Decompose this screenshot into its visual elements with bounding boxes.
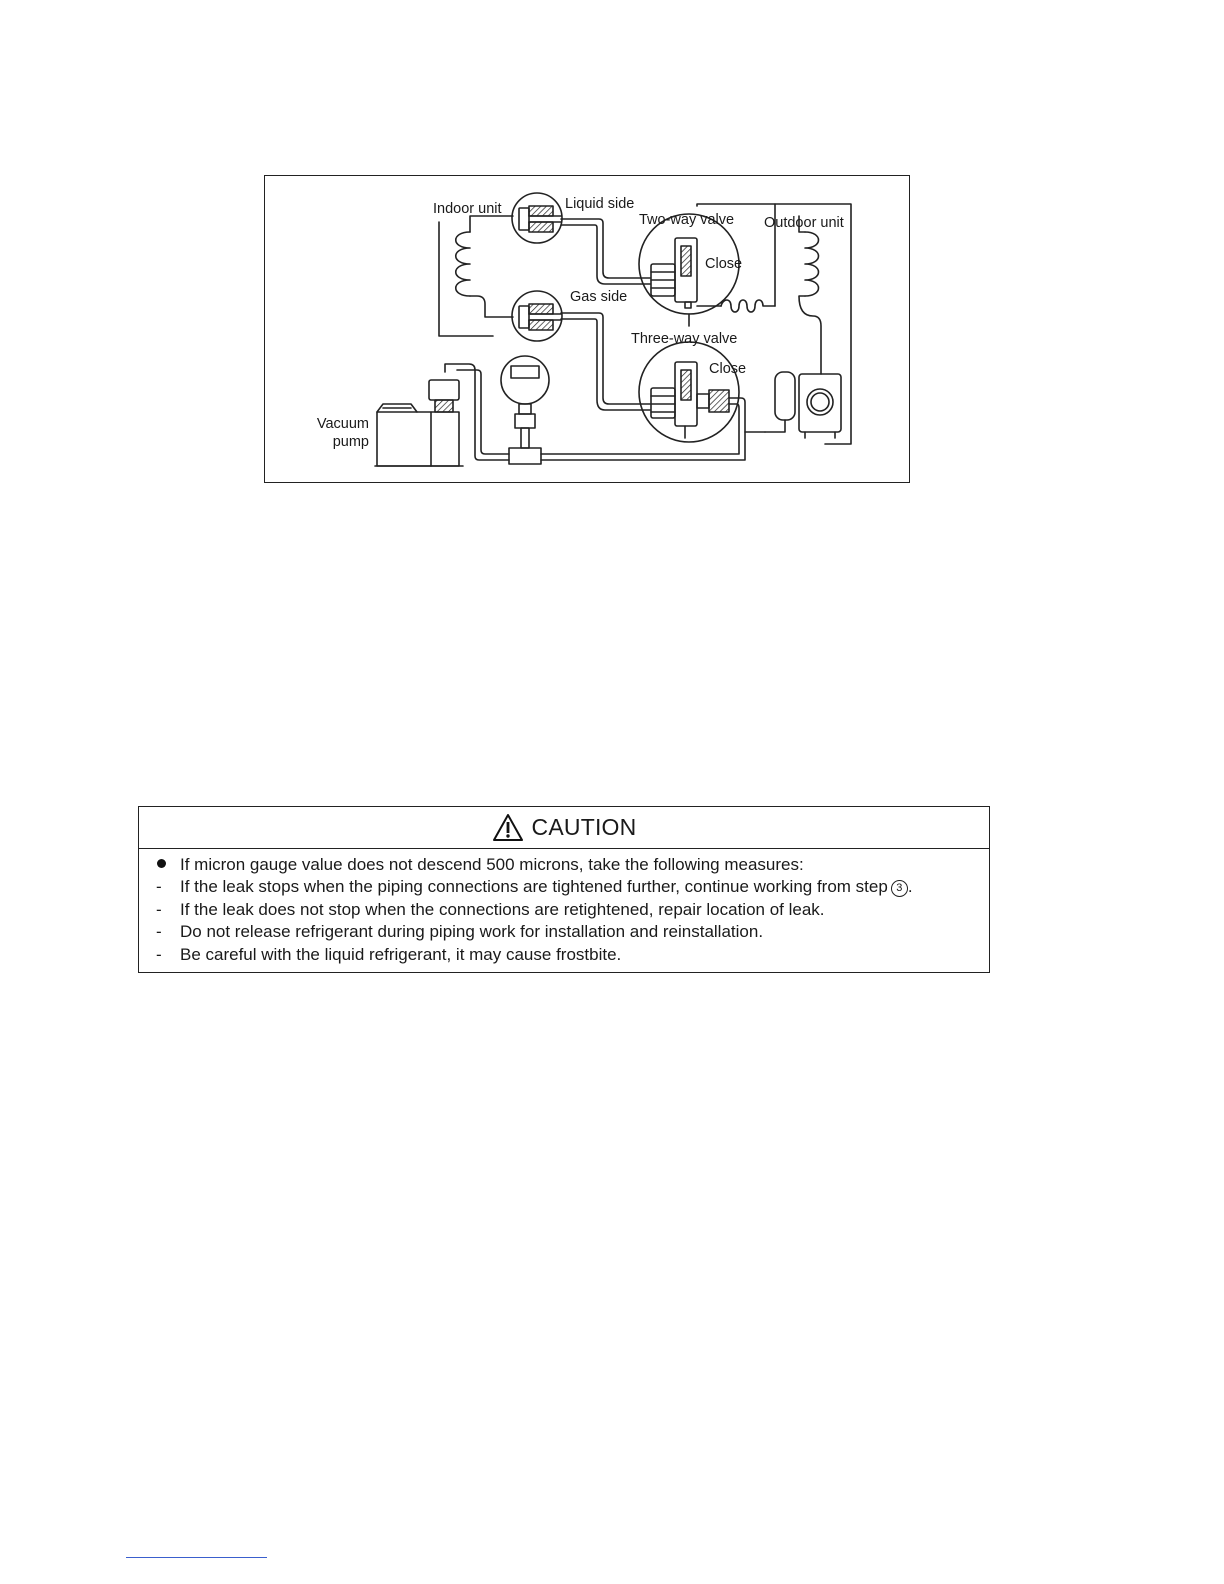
vacuum-pump-drawing (375, 380, 463, 466)
compressor (745, 372, 841, 438)
caution-header (139, 807, 989, 849)
gas-side-label: Gas side (570, 289, 628, 305)
indoor-unit-label: Indoor unit (433, 201, 502, 217)
dash-mark: - (156, 877, 162, 897)
caution-item-4 (156, 944, 989, 966)
caution-title: CAUTION (531, 814, 637, 840)
caution-box (138, 806, 990, 973)
caution-item-2 (156, 899, 989, 921)
vacuum-label: Vacuum (316, 416, 369, 432)
caution-body (139, 849, 989, 966)
three-way-close-label: Close (709, 361, 747, 377)
dash-mark: - (156, 899, 162, 919)
bullet-icon (157, 859, 166, 868)
caution-item-1 (156, 876, 989, 898)
three-way-valve-label: Three-way valve (631, 331, 738, 347)
caution-item-3-text: Do not release refrigerant during piping work for installation and reinstallation. (180, 922, 764, 942)
two-way-valve-label: Two-way valve (639, 212, 735, 228)
caution-item-1-text: If the leak stops when the piping connections are tightened further, continue working from step (180, 877, 888, 897)
three-way-valve (639, 342, 739, 442)
step-3-circled-number: 3 (891, 880, 908, 897)
pump-label: pump (332, 434, 369, 450)
caution-bullet-text: If micron gauge value does not descend 500 microns, take the following measures: (180, 855, 804, 874)
outdoor-unit-label: Outdoor unit (764, 215, 844, 231)
caution-bullet-row (156, 854, 989, 876)
vacuum-gauge (501, 356, 549, 464)
liquid-side-label: Liquid side (565, 196, 635, 212)
caution-item-3 (156, 921, 989, 943)
warning-triangle-icon (492, 813, 524, 842)
liquid-side-flare (512, 193, 562, 243)
indoor-coil (439, 216, 513, 336)
caution-item-4-text: Be careful with the liquid refrigerant, it may cause frostbite. (180, 944, 622, 964)
dash-mark: - (156, 922, 162, 942)
evacuation-diagram (264, 175, 910, 483)
gas-side-flare (512, 291, 562, 341)
footer-link-rule (126, 1557, 267, 1558)
caution-item-2-text: If the leak does not stop when the connections are retightened, repair location of leak. (180, 899, 825, 919)
two-way-close-label: Close (705, 256, 743, 272)
caution-item-1-period: . (907, 877, 913, 897)
dash-mark: - (156, 944, 162, 964)
